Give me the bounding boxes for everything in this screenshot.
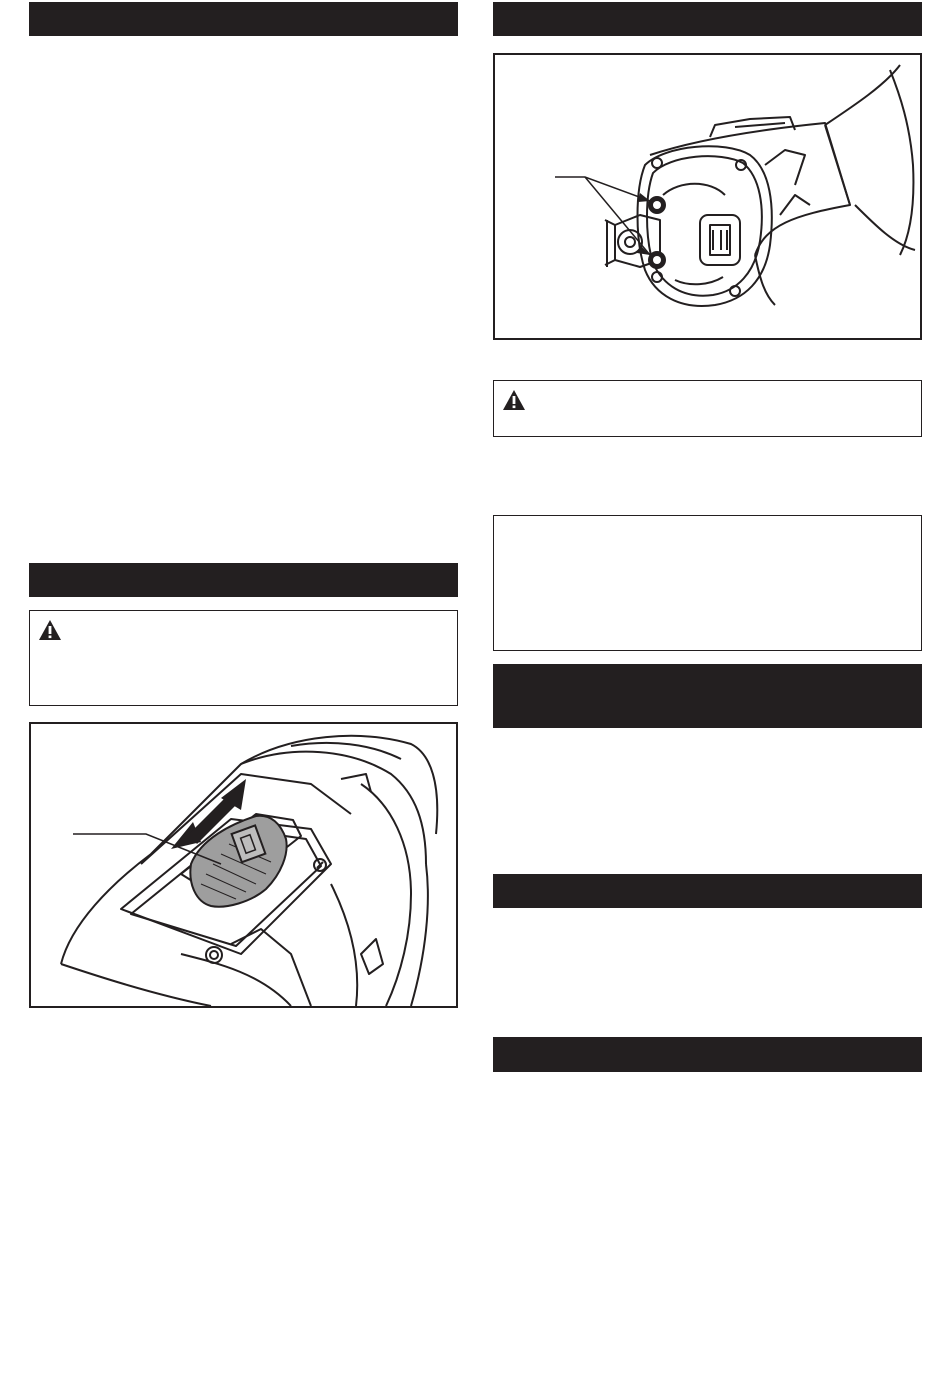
right-section-heading-1: [493, 2, 922, 36]
switch-figure: [29, 722, 458, 1008]
right-warning-box: [493, 380, 922, 437]
shaft-lock-figure: [493, 53, 922, 340]
tool-front-illustration: [495, 55, 920, 338]
left-section-heading-1: [29, 2, 458, 36]
right-section-heading-2: [493, 664, 922, 728]
left-section-heading-2: [29, 563, 458, 597]
right-section-heading-4: [493, 1037, 922, 1072]
warning-triangle-icon: [38, 619, 62, 641]
warning-triangle-icon: [502, 389, 526, 411]
right-section-heading-3: [493, 874, 922, 908]
right-notice-box: [493, 515, 922, 651]
slide-switch-illustration: [31, 724, 456, 1006]
left-warning-box: [29, 610, 458, 706]
